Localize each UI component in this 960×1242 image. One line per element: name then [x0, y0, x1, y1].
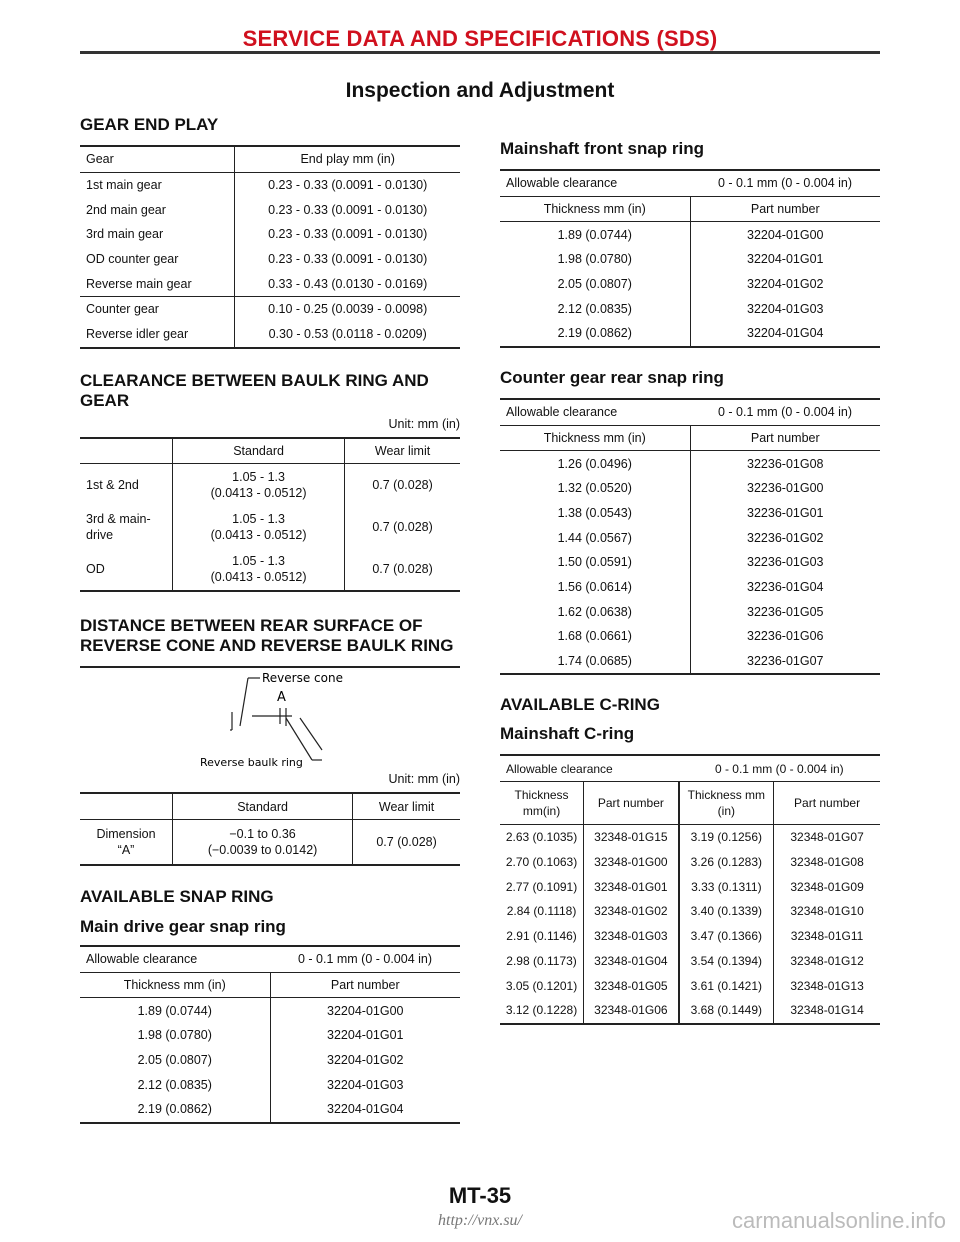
- table-row: [500, 476, 880, 501]
- table-cell: 0 - 0.1 mm (0 - 0.004 in): [297, 952, 433, 967]
- table-row: [500, 998, 880, 1024]
- table-cell: 3.19 (0.1256): [679, 825, 774, 850]
- table-cell: 1.89 (0.0744): [80, 998, 270, 1023]
- table-cell: 32236-01G04: [690, 575, 880, 600]
- table-cell: Thickness mm (in): [80, 972, 270, 998]
- table-row: [80, 222, 460, 247]
- distance-reverse-body: [80, 793, 460, 865]
- table-row: [80, 819, 460, 865]
- table-row: [80, 1072, 460, 1097]
- counter-rear-snap-ring-title: Counter gear rear snap ring: [500, 367, 724, 387]
- table-cell: 2.70 (0.1063): [505, 855, 578, 870]
- gear-end-play-title: GEAR END PLAY: [80, 115, 219, 134]
- left-column: [80, 110, 460, 1124]
- table-row: [500, 525, 880, 550]
- table-row: [500, 272, 880, 297]
- table-cell: 32236-01G02: [690, 525, 880, 550]
- table-header-row: [500, 782, 880, 825]
- table-cell: 32348-01G04: [584, 949, 679, 974]
- table-row: [80, 464, 460, 507]
- table-cell: 3.12 (0.1228): [505, 1003, 578, 1018]
- table-cell: 32348-01G05: [584, 973, 679, 998]
- table-cell: 32348-01G03: [584, 924, 679, 949]
- table-header-row: [80, 146, 460, 172]
- table-cell: 32236-01G01: [690, 501, 880, 526]
- table-cell: 0.23 - 0.33 (0.0091 - 0.0130): [235, 222, 460, 247]
- table-cell: Allowable clearance: [506, 176, 618, 191]
- table-cell: Thickness mm (in): [679, 782, 774, 825]
- table-cell: 32348-01G07: [774, 825, 880, 850]
- table-cell: 2.05 (0.0807): [557, 277, 632, 292]
- table-row: [80, 271, 460, 296]
- counter-rear-snap-ring-body: [500, 399, 880, 675]
- standard-value: −0.1 to 0.36: [229, 826, 296, 841]
- table-header-row: [500, 425, 880, 451]
- unit-note: Unit: mm (in): [388, 416, 460, 431]
- table-cell: 1.74 (0.0685): [557, 654, 632, 669]
- main-drive-snap-ring-title: Main drive gear snap ring: [80, 916, 286, 936]
- table-row: [500, 247, 880, 272]
- standard-value: 1.05 - 1.3: [232, 512, 285, 527]
- table-cell: 2.19 (0.0862): [137, 1102, 212, 1117]
- table-header: [80, 438, 173, 464]
- table-cell: Allowable clearance: [506, 761, 613, 776]
- table-header: Wear limit: [345, 438, 460, 464]
- table-header-row: [80, 793, 460, 819]
- table-row: [500, 599, 880, 624]
- table-cell: Thickness mm (in): [500, 425, 690, 451]
- mainshaft-front-snap-ring-body: [500, 170, 880, 347]
- table-cell: [173, 464, 345, 507]
- table-cell: 1.68 (0.0661): [557, 629, 632, 644]
- table-row: [500, 649, 880, 675]
- table-cell: Thickness mm(in): [500, 782, 584, 825]
- table-row: [500, 550, 880, 575]
- table-cell: 1.44 (0.0567): [557, 530, 632, 545]
- table-cell: OD counter gear: [86, 252, 179, 267]
- table-cell: 32348-01G09: [774, 874, 880, 899]
- header-rule: [80, 51, 880, 54]
- table-cell: 0.23 - 0.33 (0.0091 - 0.0130): [235, 247, 460, 272]
- table-cell: [173, 548, 345, 591]
- table-row: [500, 501, 880, 526]
- distance-reverse-title: DISTANCE BETWEEN REAR SURFACE OF REVERSE CONE AND REVERSE BAULK RING: [80, 616, 454, 656]
- table-row: [500, 973, 880, 998]
- table-row: [500, 899, 880, 924]
- standard-value: (0.0413 - 0.0512): [210, 570, 307, 585]
- standard-value: (0.0413 - 0.0512): [210, 486, 307, 501]
- table-row: [80, 247, 460, 272]
- table-header: [80, 793, 173, 819]
- table-cell: 32204-01G00: [270, 998, 460, 1023]
- table-cell: 32348-01G06: [584, 998, 679, 1024]
- table-cell: Part number: [690, 196, 880, 222]
- table-row: [500, 296, 880, 321]
- table-row: [500, 451, 880, 476]
- table-cell: 2.12 (0.0835): [137, 1077, 212, 1092]
- table-cell: 0.10 - 0.25 (0.0039 - 0.0098): [235, 297, 460, 322]
- table-cell: 32204-01G03: [270, 1072, 460, 1097]
- table-cell: 1.38 (0.0543): [557, 505, 632, 520]
- standard-value: (0.0413 - 0.0512): [210, 528, 307, 543]
- table-row: [500, 825, 880, 850]
- mainshaft-front-snap-ring-title: Mainshaft front snap ring: [500, 139, 704, 158]
- table-cell: 0.7 (0.028): [345, 464, 460, 507]
- table-header-row: [80, 972, 460, 998]
- table-cell: 32204-01G04: [270, 1097, 460, 1123]
- allowable-clearance-row: [500, 399, 880, 425]
- table-header: End play mm (in): [235, 146, 460, 172]
- table-cell: 3.68 (0.1449): [679, 998, 774, 1024]
- main-drive-snap-ring-table: [80, 945, 460, 1124]
- table-cell: [173, 819, 353, 865]
- table-row: [500, 624, 880, 649]
- table-row: [80, 172, 460, 197]
- table-cell: Allowable clearance: [86, 952, 198, 967]
- mainshaft-c-ring-title: Mainshaft C-ring: [500, 724, 635, 744]
- table-row: [80, 1023, 460, 1048]
- gear-end-play-table: [80, 145, 460, 349]
- table-cell: 32348-01G01: [584, 874, 679, 899]
- table-cell: Reverse main gear: [86, 276, 192, 291]
- table-cell: 2nd main gear: [86, 202, 166, 217]
- table-cell: 1.98 (0.0780): [137, 1028, 212, 1043]
- table-cell: 3.33 (0.1311): [679, 874, 774, 899]
- table-header-row: [500, 196, 880, 222]
- table-cell: 0 - 0.1 mm (0 - 0.004 in): [717, 405, 853, 420]
- table-row: [80, 1097, 460, 1123]
- distance-reverse-table: [80, 792, 460, 866]
- page-title: Inspection and Adjustment: [345, 79, 615, 102]
- table-cell: 32204-01G02: [270, 1048, 460, 1073]
- table-header-row: [80, 438, 460, 464]
- gear-end-play-body: [80, 146, 460, 348]
- main-drive-snap-ring-body: [80, 946, 460, 1123]
- table-cell: 3rd main gear: [86, 227, 164, 242]
- table-cell: 0.23 - 0.33 (0.0091 - 0.0130): [235, 172, 460, 197]
- table-header: Gear: [86, 152, 114, 167]
- table-cell: 32348-01G10: [774, 899, 880, 924]
- page-number: MT-35: [448, 1183, 512, 1208]
- table-row: [80, 197, 460, 222]
- mainshaft-c-ring-body: [500, 755, 880, 1023]
- table-row: [80, 1048, 460, 1073]
- table-header: Standard: [173, 793, 353, 819]
- table-cell: 1.50 (0.0591): [557, 555, 632, 570]
- reverse-cone-label: Reverse cone: [262, 671, 343, 686]
- reverse-cone-diagram: [80, 666, 460, 772]
- table-cell: 0.33 - 0.43 (0.0130 - 0.0169): [235, 271, 460, 296]
- footer-url[interactable]: http://vnx.su/: [438, 1212, 522, 1229]
- table-cell: OD: [86, 562, 105, 577]
- reverse-cone-diagram-svg: [80, 668, 460, 772]
- table-cell: 32348-01G15: [584, 825, 679, 850]
- table-cell: 32348-01G02: [584, 899, 679, 924]
- table-cell: 3.40 (0.1339): [679, 899, 774, 924]
- table-cell: 2.77 (0.1091): [505, 879, 578, 894]
- table-cell: 32348-01G14: [774, 998, 880, 1024]
- table-cell: 32236-01G05: [690, 599, 880, 624]
- row-label: “A”: [117, 842, 135, 857]
- table-cell: 32204-01G01: [690, 247, 880, 272]
- standard-value: 1.05 - 1.3: [232, 554, 285, 569]
- table-row: [500, 850, 880, 875]
- table-cell: 32204-01G01: [270, 1023, 460, 1048]
- table-row: [500, 874, 880, 899]
- table-cell: 2.63 (0.1035): [500, 825, 584, 850]
- table-cell: 32236-01G03: [690, 550, 880, 575]
- table-cell: 0.7 (0.028): [353, 819, 460, 865]
- table-cell: 2.91 (0.1146): [506, 929, 577, 944]
- table-cell: 1.98 (0.0780): [557, 252, 632, 267]
- table-row: [80, 998, 460, 1023]
- table-cell: 0 - 0.1 mm (0 - 0.004 in): [714, 761, 844, 776]
- table-row: [500, 949, 880, 974]
- table-cell: 2.98 (0.1173): [506, 953, 577, 968]
- clearance-baulk-body: [80, 438, 460, 592]
- table-cell: 32348-01G00: [584, 850, 679, 875]
- table-cell: 32236-01G08: [690, 451, 880, 476]
- table-cell: 0.30 - 0.53 (0.0118 - 0.0209): [235, 322, 460, 348]
- clearance-baulk-table: [80, 437, 460, 593]
- table-cell: 0.7 (0.028): [345, 548, 460, 591]
- header-title: SERVICE DATA AND SPECIFICATIONS (SDS): [242, 26, 718, 51]
- table-cell: Reverse idler gear: [86, 327, 189, 342]
- table-cell: [173, 506, 345, 548]
- reverse-baulk-label: Reverse baulk ring: [200, 756, 303, 770]
- table-row: [80, 548, 460, 591]
- table-cell: Part number: [270, 972, 460, 998]
- table-cell: 0.23 - 0.33 (0.0091 - 0.0130): [235, 197, 460, 222]
- table-cell: 0 - 0.1 mm (0 - 0.004 in): [717, 176, 853, 191]
- table-cell: 2.19 (0.0862): [557, 326, 632, 341]
- clearance-baulk-title: CLEARANCE BETWEEN BAULK RING AND GEAR: [80, 370, 429, 410]
- table-cell: 1.89 (0.0744): [500, 222, 690, 247]
- table-cell: 3.47 (0.1366): [679, 924, 774, 949]
- table-cell: 32236-01G00: [690, 476, 880, 501]
- table-row: [80, 297, 460, 322]
- table-cell: 32236-01G07: [690, 649, 880, 675]
- table-cell: 3.26 (0.1283): [679, 850, 774, 875]
- table-cell: 3rd & main-drive: [86, 512, 151, 543]
- table-row: [80, 506, 460, 548]
- table-cell: 2.12 (0.0835): [557, 301, 632, 316]
- table-row: [500, 321, 880, 347]
- table-cell: 32236-01G06: [690, 624, 880, 649]
- table-cell: 0.7 (0.028): [345, 506, 460, 548]
- table-cell: 32204-01G03: [690, 296, 880, 321]
- row-label: Dimension: [96, 826, 156, 841]
- table-cell: 32348-01G13: [774, 973, 880, 998]
- table-cell: Part number: [690, 425, 880, 451]
- unit-note: Unit: mm (in): [388, 772, 460, 787]
- right-column: [500, 110, 880, 1025]
- table-cell: 32348-01G12: [774, 949, 880, 974]
- table-cell: Thickness mm (in): [500, 196, 690, 222]
- table-cell: 3.61 (0.1421): [679, 973, 774, 998]
- table-cell: 1.26 (0.0496): [500, 451, 690, 476]
- watermark: carmanualsonline.info: [731, 1208, 946, 1233]
- table-header: Wear limit: [353, 793, 460, 819]
- mainshaft-c-ring-table: [500, 754, 880, 1024]
- table-cell: 2.05 (0.0807): [137, 1052, 212, 1067]
- table-cell: 1.32 (0.0520): [557, 481, 632, 496]
- table-cell: 2.84 (0.1118): [506, 904, 577, 919]
- table-cell: Counter gear: [80, 297, 235, 322]
- table-cell: Part number: [584, 782, 679, 825]
- table-row: [80, 322, 460, 348]
- table-cell: 32204-01G04: [690, 321, 880, 347]
- table-cell: 1.56 (0.0614): [557, 579, 632, 594]
- table-cell: Part number: [774, 782, 880, 825]
- table-cell: 1st & 2nd: [80, 464, 173, 507]
- table-cell: 32204-01G00: [690, 222, 880, 247]
- table-cell: 32348-01G11: [774, 924, 880, 949]
- standard-value: (−0.0039 to 0.0142): [207, 842, 318, 857]
- table-cell: 1st main gear: [80, 172, 235, 197]
- allowable-clearance-row: [500, 755, 880, 781]
- table-cell: 3.05 (0.1201): [505, 978, 578, 993]
- available-snap-ring-title: AVAILABLE SNAP RING: [80, 886, 274, 906]
- table-cell: 32348-01G08: [774, 850, 880, 875]
- dimension-a-label: A: [277, 690, 286, 706]
- table-cell: 32204-01G02: [690, 272, 880, 297]
- table-cell: [80, 819, 173, 865]
- mainshaft-front-snap-ring-table: [500, 169, 880, 348]
- available-c-ring-title: AVAILABLE C-RING: [500, 695, 660, 715]
- table-cell: 3.54 (0.1394): [679, 949, 774, 974]
- table-row: [500, 575, 880, 600]
- table-row: [500, 222, 880, 247]
- allowable-clearance-row: [500, 170, 880, 196]
- counter-rear-snap-ring-table: [500, 398, 880, 676]
- table-cell: 1.62 (0.0638): [557, 604, 632, 619]
- allowable-clearance-row: [80, 946, 460, 972]
- standard-value: 1.05 - 1.3: [232, 470, 285, 485]
- table-row: [500, 924, 880, 949]
- table-header: Standard: [173, 438, 345, 464]
- table-cell: Allowable clearance: [506, 405, 618, 420]
